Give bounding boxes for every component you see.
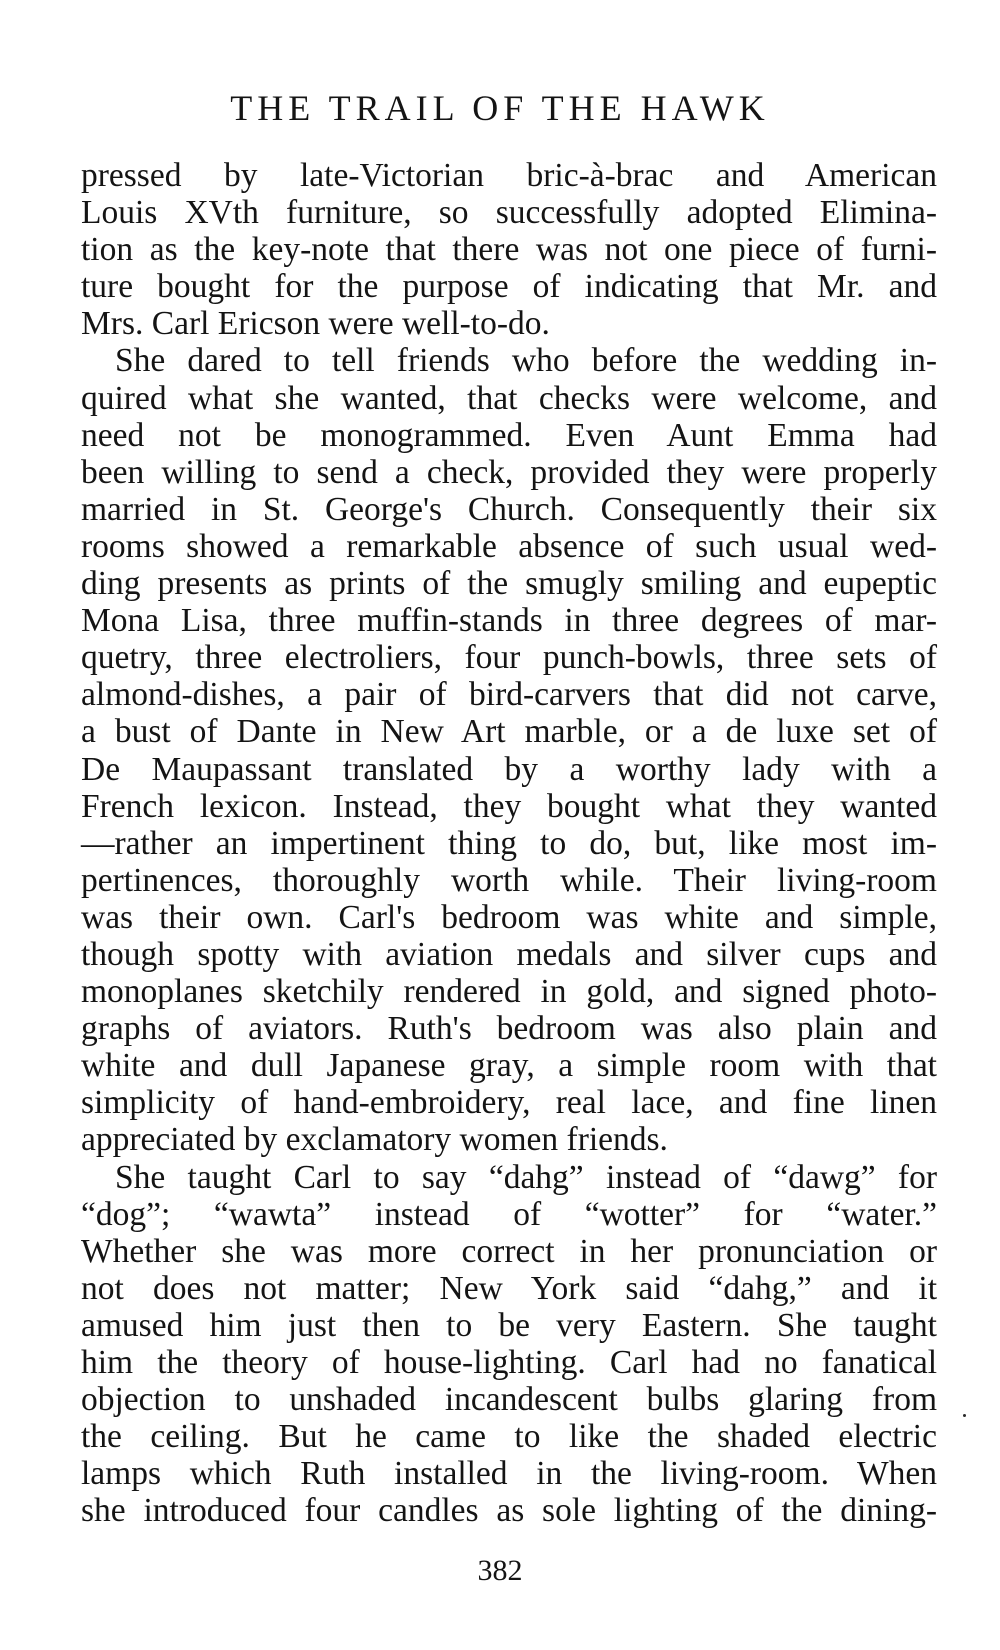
text-line: Mrs. Carl Ericson were well-to-do. [81, 305, 550, 343]
running-head-title: THE TRAIL OF THE HAWK [230, 88, 770, 128]
page-number: 382 [477, 1554, 523, 1587]
text-line: she introduced four candles as sole lighting of the dining- [81, 1492, 937, 1530]
text-line: She dared to tell friends who before the wedding in- [115, 342, 937, 380]
text-line: objection to unshaded incandescent bulbs glaring from [81, 1381, 937, 1419]
text-line: though spotty with aviation medals and silver cups and [81, 935, 937, 973]
text-line: lamps which Ruth installed in the living-room. When [81, 1455, 937, 1493]
text-line: quired what she wanted, that checks were welcome, and [81, 379, 937, 417]
text-line: Louis XVth furniture, so successfully adopted Elimina- [81, 194, 937, 232]
text-line: ture bought for the purpose of indicating that Mr. and [81, 268, 937, 306]
text-line: was their own. Carl's bedroom was white and simple, [81, 898, 937, 936]
text-line: the ceiling. But he came to like the shaded electric [81, 1418, 937, 1456]
text-line: married in St. George's Church. Consequently their six [81, 490, 937, 528]
text-line: white and dull Japanese gray, a simple room with that [81, 1047, 937, 1085]
body-text [81, 157, 937, 1529]
text-line: De Maupassant translated by a worthy lady with a [81, 750, 937, 788]
text-line: not does not matter; New York said “dahg,” and it [81, 1269, 937, 1307]
text-line: ding presents as prints of the smugly smiling and eupeptic [81, 565, 937, 603]
text-line: rooms showed a remarkable absence of such usual wed- [81, 527, 937, 565]
text-line: simplicity of hand-embroidery, real lace, and fine linen [81, 1084, 937, 1122]
text-line: Whether she was more correct in her pronunciation or [81, 1232, 937, 1270]
text-line: quetry, three electroliers, four punch-bowls, three sets of [81, 639, 937, 677]
text-line: pertinences, thoroughly worth while. Their living-room [81, 861, 937, 899]
text-line: She taught Carl to say “dahg” instead of “dawg” for [115, 1158, 937, 1196]
text-line: French lexicon. Instead, they bought what they wanted [81, 787, 937, 825]
text-line: —rather an impertinent thing to do, but, like most im- [81, 824, 937, 862]
text-line: appreciated by exclamatory women friends. [81, 1121, 668, 1159]
text-line: monoplanes sketchily rendered in gold, and signed photo- [81, 973, 937, 1011]
text-line: a bust of Dante in New Art marble, or a de luxe set of [81, 713, 937, 751]
text-line: him the theory of house-lighting. Carl had no fanatical [81, 1344, 937, 1381]
text-line: been willing to send a check, provided they were properly [81, 453, 937, 491]
text-line: “dog”; “wawta” instead of “wotter” for “water.” [81, 1195, 937, 1233]
text-line: pressed by late-Victorian bric-à-brac and American [81, 157, 937, 194]
text-line: Mona Lisa, three muffin-stands in three degrees of mar- [81, 602, 937, 640]
text-line: graphs of aviators. Ruth's bedroom was also plain and [81, 1010, 937, 1048]
text-line: amused him just then to be very Eastern. She taught [81, 1306, 937, 1344]
margin-speck [963, 1414, 966, 1417]
text-line: need not be monogrammed. Even Aunt Emma had [81, 416, 937, 454]
text-line: tion as the key-note that there was not one piece of furni- [81, 231, 937, 269]
text-line: almond-dishes, a pair of bird-carvers that did not carve, [81, 676, 937, 714]
